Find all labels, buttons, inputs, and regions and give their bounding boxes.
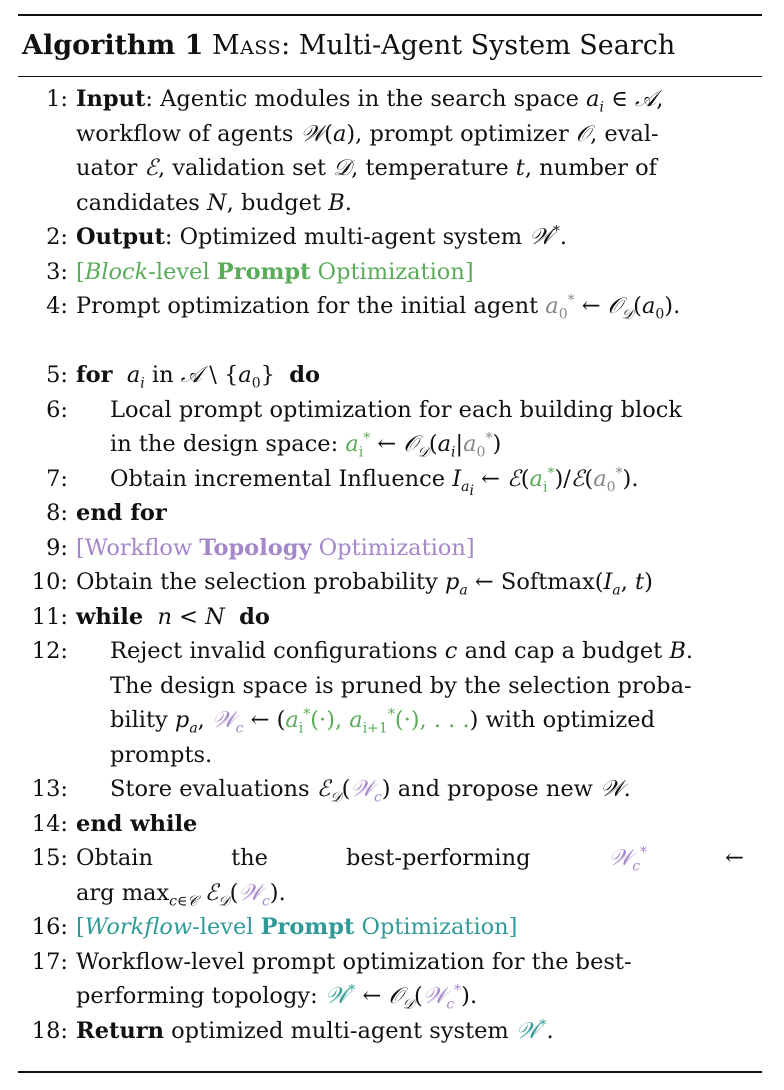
line-15-cont: arg $\max_{c\in 𝒞}$ ℰ$_𝒟$(𝒲$_c$). (76, 879, 286, 909)
line-8: 8: end for (46, 500, 167, 526)
line-15: 15: Obtain the best-performing 𝒲$_c$* ← (31, 844, 744, 875)
line-18: 18: Return optimized multi-agent system 𝒲*. (31, 1017, 554, 1044)
line-12-cont-2: bility $p_a$, 𝒲$_c$ ← ($a_i^*(\cdot)$, $a_{i+1}^*(\cdot)$, . . .) with optimized (110, 706, 655, 737)
bottom-rule (18, 1071, 762, 1073)
line-1-cont-1: workflow of agents 𝒲(a), prompt optimizer 𝒪, eval- (76, 120, 659, 147)
line-12-cont-3: prompts. (110, 741, 213, 768)
line-17: 17: Workflow-level prompt optimization for the best- (31, 948, 632, 975)
line-5: 5: for $a_i$ in 𝒜 \ $\{a_0\}$ do (46, 362, 320, 392)
line-9: 9: [Workflow Topology Optimization] (46, 534, 475, 561)
line-14: 14: end while (31, 810, 198, 837)
line-2: 2: Output: Optimized multi-agent system 𝒲*. (46, 223, 568, 250)
line-3: 3: [Block-level Prompt Optimization] (46, 258, 474, 285)
line-11: 11: while n < N do (31, 603, 270, 630)
top-rule (18, 14, 762, 16)
line-17-cont: performing topology: 𝒲* ← 𝒪$_𝒟$(𝒲$_c$*). (76, 982, 478, 1013)
line-13: 13: Store evaluations ℰ$_𝒟$(𝒲$_c$) and propose new 𝒲. (31, 776, 631, 806)
line-12: 12: Reject invalid configurations c and cap a budget B. (31, 638, 694, 664)
algorithm-title: Algorithm 1 Mass: Multi-Agent System Search (22, 30, 676, 61)
line-7: 7: Obtain incremental Influence $I_{a_i}$ ← $ℰ(a_i^*)/ℰ(a_0^*)$. (46, 465, 639, 499)
line-1: 1: Input: Agentic modules in the search space $a_i$ ∈ 𝒜, (46, 86, 664, 116)
line-10: 10: Obtain the selection probability $p_a$ ← $Softmax(I_a$, t) (31, 569, 653, 599)
line-6-cont: in the design space: $a_i^*$ ← $𝒪_𝒟(a_i|a_0^*)$ (110, 430, 502, 461)
line-4: 4: Prompt optimization for the initial agent $a_0^*$ ← $𝒪_𝒟(a_0)$. (46, 292, 681, 323)
line-1-cont-2: uator ℰ, validation set 𝒟, temperature t, number of (76, 155, 657, 181)
line-16: 16: [Workflow-level Prompt Optimization] (31, 914, 518, 940)
line-12-cont-1: The design space is pruned by the selection proba- (110, 672, 692, 699)
line-1-cont-3: candidates N, budget B. (76, 189, 352, 216)
title-rule (18, 76, 762, 77)
line-6: 6: Local prompt optimization for each building block (46, 396, 682, 423)
